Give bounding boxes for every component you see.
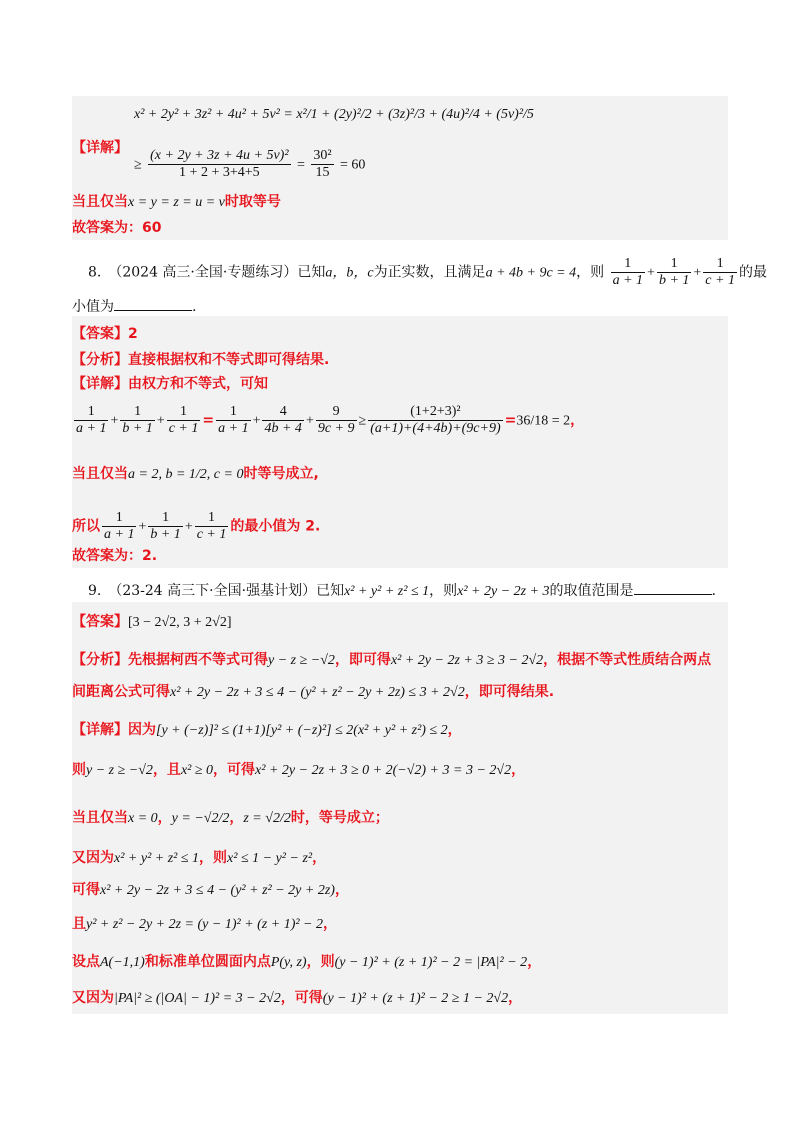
analysis-line: 【分析】直接根据权和不等式即可得结果. [72,352,330,368]
detail-line-3: 当且仅当x = 0，y = −√2/2，z = √2/2时，等号成立； [72,810,389,826]
detail-line-1: 【详解】因为[y + (−z)]² ≤ (1+1)[y² + (−z)²] ≤ 2(x² + y² + z²) ≤ 2， [72,722,462,738]
detail-line: 【详解】由权方和不等式，可知 [72,376,268,392]
analysis-line-2: 间距离公式可得x² + 2y − 2z + 3 ≤ 4 − (y² + z² − 2y + 2z) ≤ 3 + 2√2，即可得结果. [72,684,555,700]
weighted-inequality: $\frac{1}{a + 1}$ + $\frac{1}{b + 1}$ + $\frac{1}{c + 1}$ = $\frac{1}{a + 1}$ + $\frac{4}{4b + 4}$ + $\frac{9}{9c + 9}$ ≥ $\frac{\text{(1+2+3)²}}{(a+1)+(4+4b)+(9c+9)}$ =36/18 = 2， [76,404,585,436]
answer-blank [634,580,712,595]
equality-condition: 当且仅当a = 2, b = 1/2, c = 0时等号成立, [72,466,319,482]
answer-line-final: 故答案为：2. [72,548,158,564]
question-8-line-2: 小值为 . [72,296,196,317]
equality-condition: 当且仅当x = y = z = u = v时取等号 [72,194,281,210]
answer-line: 【答案】[3 − 2√2, 3 + 2√2] [72,614,232,630]
answer-line: 【答案】2 [72,326,138,342]
solution-block-7 [72,96,728,240]
answer-blank [114,296,192,311]
detail-line-2: 则y − z ≥ −√2，且x² ≥ 0，可得x² + 2y − 2z + 3 ≥ 0 + 2(−√2) + 3 = 3 − 2√2， [72,762,526,778]
question-9: 9. （23-24 高三下·全国·强基计划）已知x² + y² + z² ≤ 1，则x² + 2y − 2z + 3的取值范围是 . [88,580,716,602]
detail-line-4: 又因为x² + y² + z² ≤ 1，则x² ≤ 1 − y² − z²， [72,850,327,866]
detail-label: 【详解】 [72,140,128,156]
conclusion-line: 所以 $\frac{1}{a + 1}$ + $\frac{1}{b + 1}$ + $\frac{1}{c + 1}$ 的最小值为 2. [72,510,321,542]
detail-line-6: 且y² + z² − 2y + 2z = (y − 1)² + (z + 1)² − 2， [72,916,338,932]
detail-line-5: 可得x² + 2y − 2z + 3 ≤ 4 − (y² + z² − 2y + 2z)， [72,882,349,898]
detail-line-8: 又因为|PA|² ≥ (|OA| − 1)² = 3 − 2√2，可得(y − 1)² + (z + 1)² − 2 ≥ 1 − 2√2， [72,990,523,1006]
question-8: 8. （2024 高三·全国·专题练习）已知a，b，c为正实数，且满足a + 4b + 9c = 4，则 $\frac{1}{a + 1}$ + $\frac{1}{b + 1}$ + $\frac{1}{c + 1}$ 的最 [88,256,767,288]
answer-line: 故答案为：60 [72,220,162,236]
detail-line-7: 设点A(−1,1)和标准单位圆面内点P(y, z)，则(y − 1)² + (z + 1)² − 2 = |PA|² − 2， [72,954,542,970]
solution-block-9 [72,602,728,1014]
equation-line-1: x² + 2y² + 3z² + 4u² + 5v² = x²/1 + (2y)²/2 + (3z)²/3 + (4u)²/4 + (5v)²/5 [134,107,534,122]
solution-block-8 [72,316,728,568]
equation-line-2: ≥ $\frac{\text{(x + 2y + 3z + 4u + 5v)²}}{1 + 2 + 3+4+5}$ = $\frac{\text{30²}}{15}$ = 60 [134,148,366,180]
analysis-line-1: 【分析】先根据柯西不等式可得y − z ≥ −√2，即可得x² + 2y − 2z + 3 ≥ 3 − 2√2，根据不等式性质结合两点 [72,652,712,668]
